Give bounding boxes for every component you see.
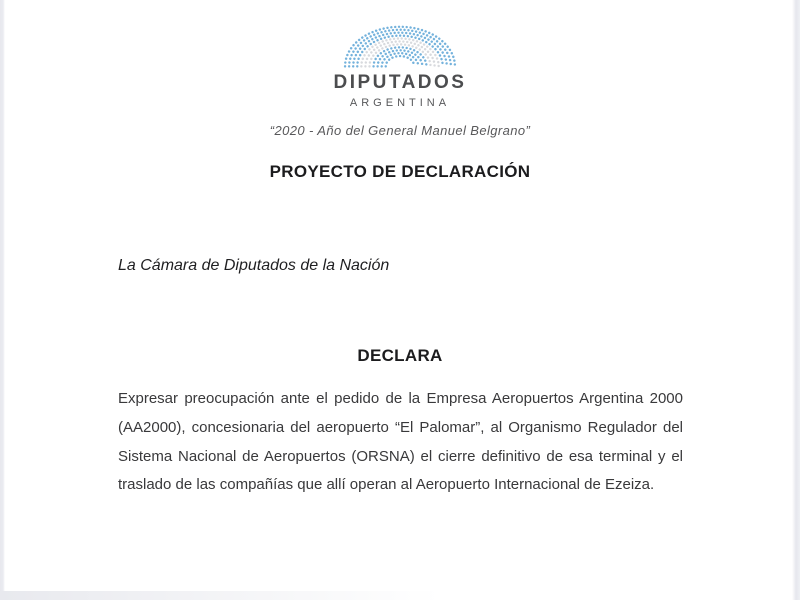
declaration-body-paragraph: Expresar preocupación ante el pedido de la Empresa Aeropuertos Argentina 2000 (AA2000), concesionaria del aeropuerto “El Palomar”, al Organismo Regulador del Sistema Nacional de Aeropuertos (ORSNA) el cierre definitivo de esa terminal y el traslado de las compañías que allí operan al Aeropuerto Internacional de Ezeiza. bbox=[118, 390, 683, 494]
hemicycle-dots-icon bbox=[341, 22, 459, 69]
section-heading-declara: DECLARA bbox=[357, 346, 443, 365]
document-title: PROYECTO DE DECLARACIÓN bbox=[269, 162, 531, 181]
logo-subtitle: ARGENTINA bbox=[349, 97, 451, 109]
year-motto: “2020 - Año del General Manuel Belgrano” bbox=[269, 123, 531, 138]
logo-title: DIPUTADOS bbox=[333, 72, 467, 93]
page-edge-bottom bbox=[0, 591, 440, 600]
diputados-logo bbox=[0, 22, 800, 109]
salutation-line: La Cámara de Diputados de la Nación bbox=[118, 257, 390, 274]
